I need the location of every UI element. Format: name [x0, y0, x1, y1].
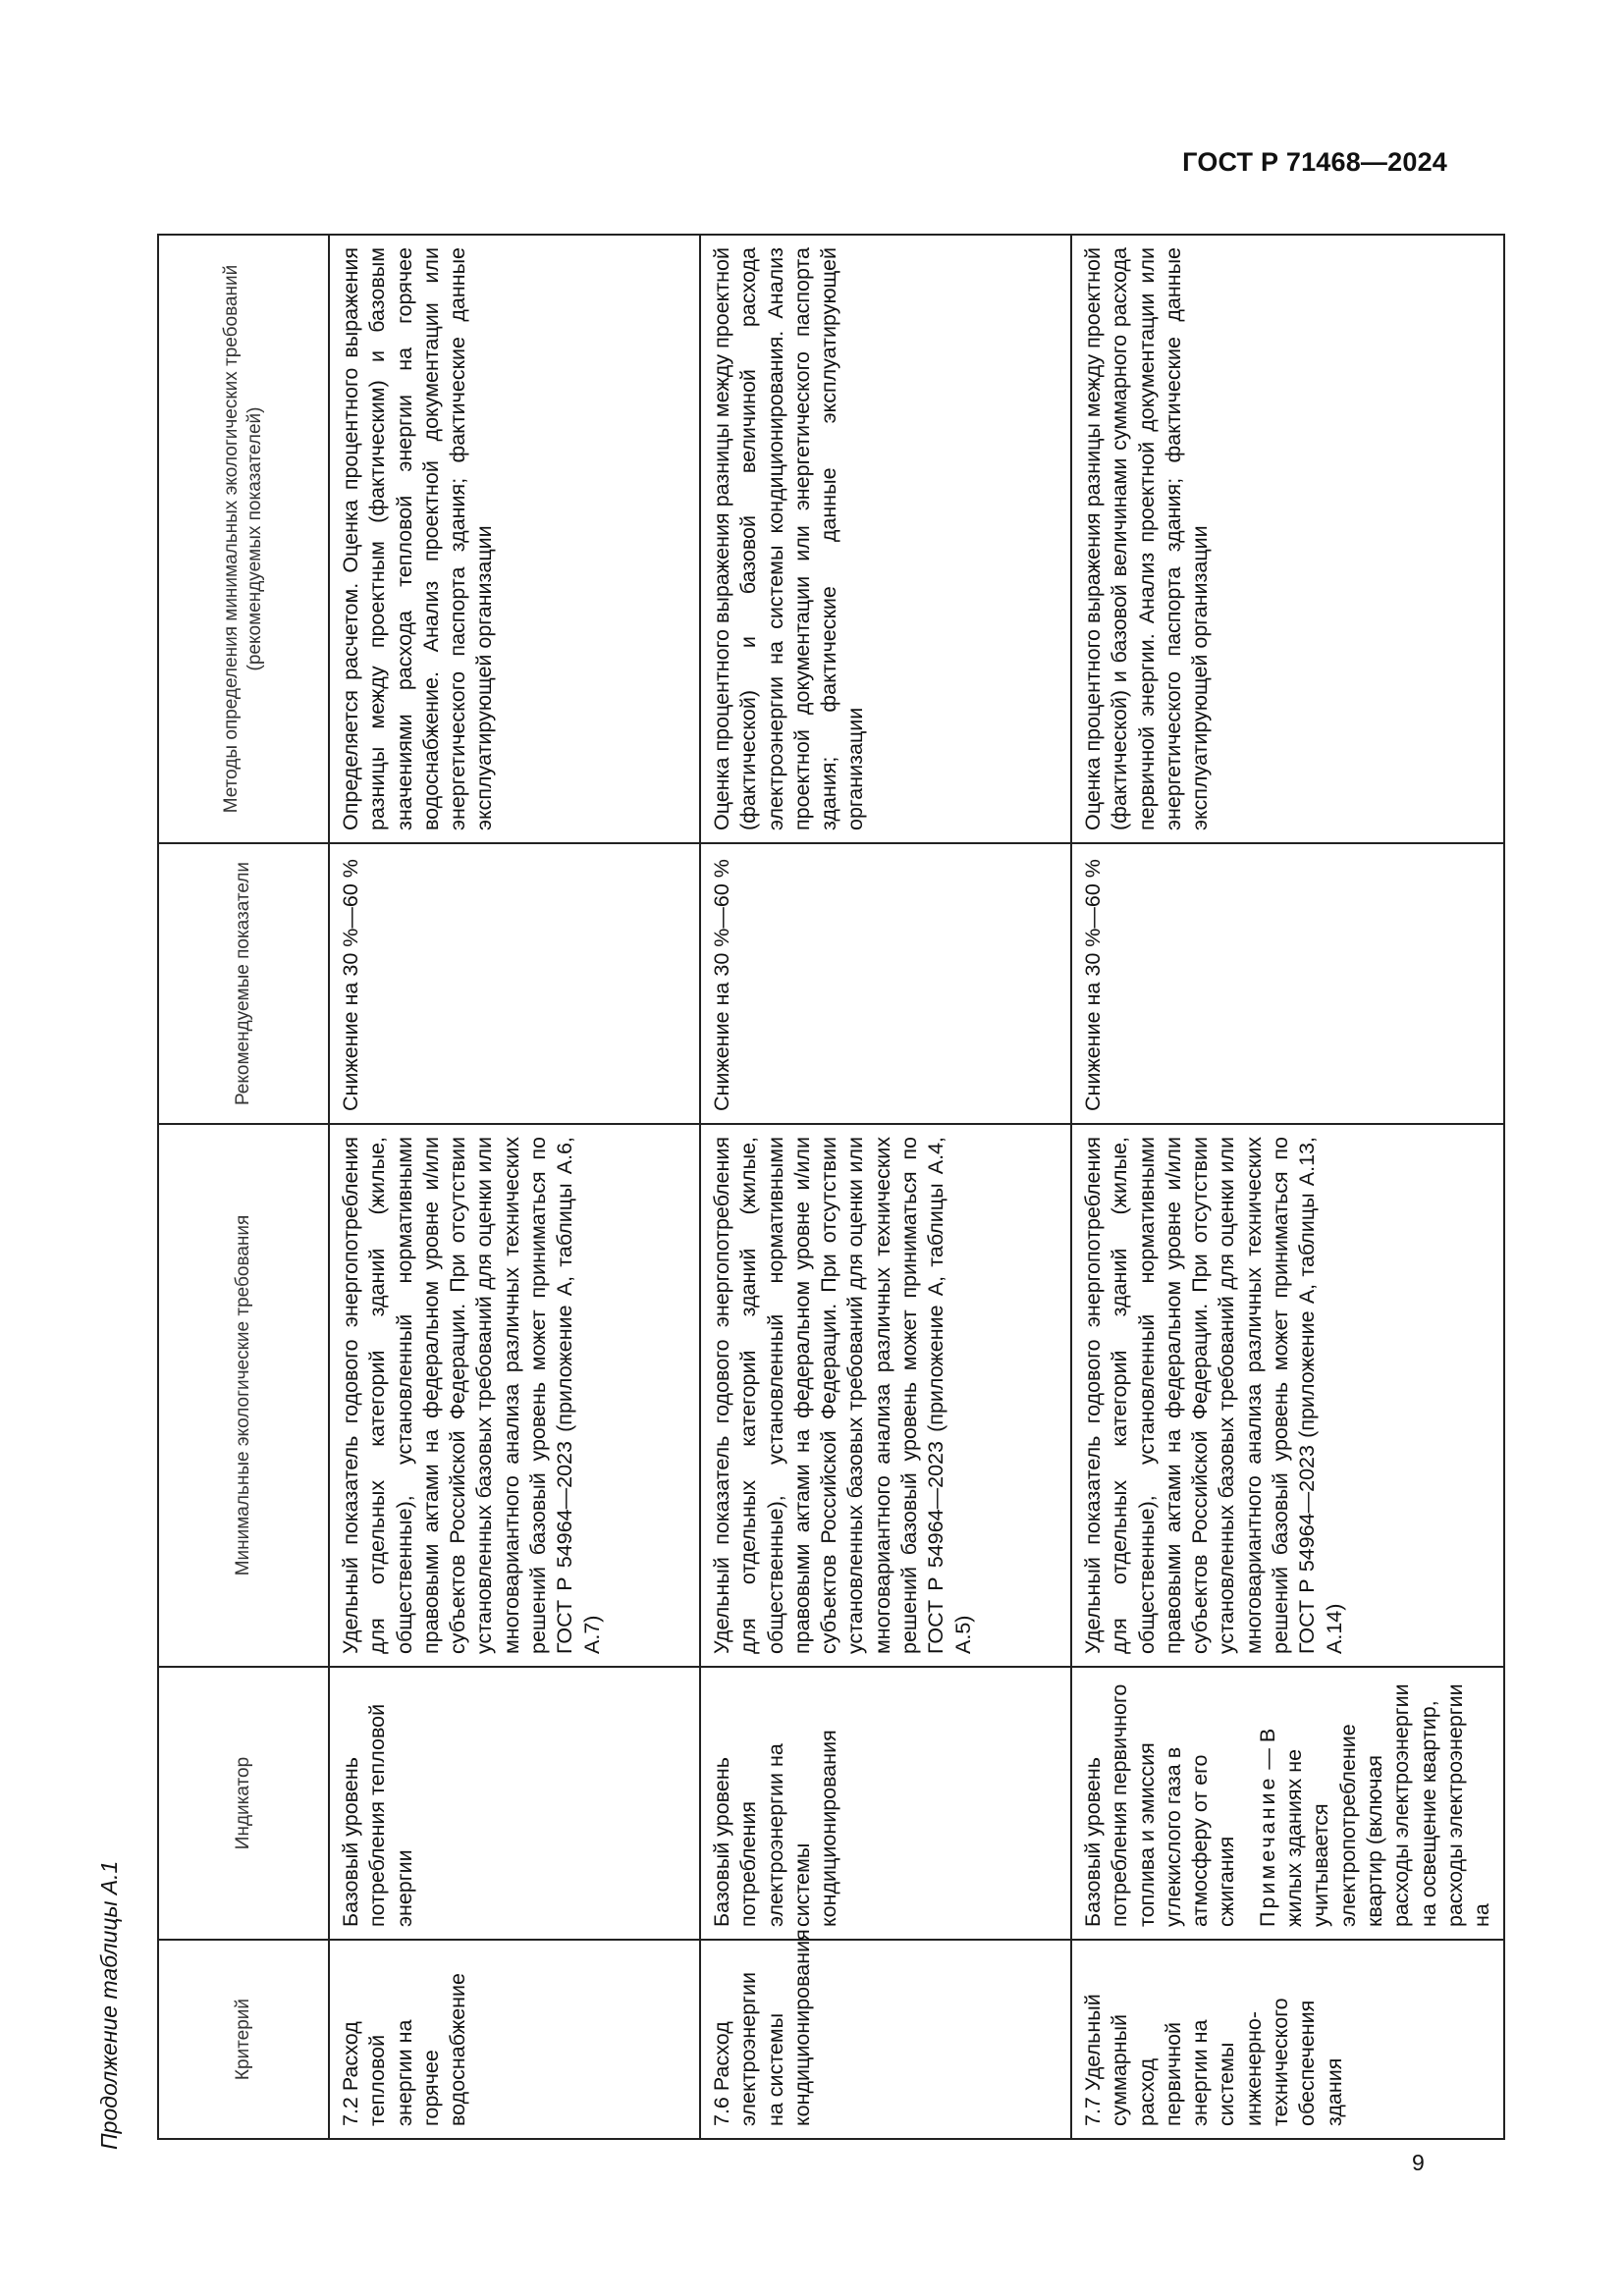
indicator-text: Базовый уровень потребления первичного топлива и эмиссия углекислого газа в атмосферу от его сжигания	[1081, 1683, 1239, 1927]
page-number: 9	[1412, 2150, 1425, 2175]
note-label: Примечание	[1255, 1775, 1279, 1927]
note-text: — В жилых зданиях не учитывается электропотребление квартир (включая расходы электроэнергии на освещение квартир, расходы электроэнергии на	[1255, 1683, 1494, 1927]
methods-cell: Определяется расчетом. Оценка процентного выражения разницы между проектным (фактическим) и базовым значениями расхода тепловой энергии на горячее водоснабжение. Анализ проектной документации или энергетического паспорта здания; фактические данные эксплуатирующей организации	[329, 235, 700, 843]
requirements-cell: Удельный показатель годового энергопотребления для отдельных категорий зданий (жилые, общественные), установленный нормативными правовыми актами на федеральном уровне и/или субъектов Российской Федерации. При отсутствии установленных базовых требований для оценки или многовариантного анализа различных технических решений базовый уровень может приниматься по ГОСТ Р 54964—2023 (приложение А, таблицы А.4, А.5)	[700, 1124, 1071, 1667]
criterion-cell: 7.6 Расход электроэнергии на системы кондиционирования	[700, 1940, 1071, 2139]
table-caption: Продолжение таблицы А.1	[96, 1860, 122, 2150]
criterion-cell: 7.7 Удельный суммарный расход первичной энергии на системы инженерно-технического обеспечения здания	[1071, 1940, 1504, 2139]
document-code: ГОСТ Р 71468—2024	[1182, 147, 1447, 177]
table-row	[329, 235, 700, 2139]
indicator-cell: Базовый уровень потребления тепловой энергии	[329, 1667, 700, 1940]
requirements-table	[157, 234, 1505, 2140]
indicator-cell	[1071, 1667, 1504, 1940]
recommended-cell: Снижение на 30 %—60 %	[1071, 843, 1504, 1124]
table-row	[700, 235, 1071, 2139]
requirements-cell: Удельный показатель годового энергопотребления для отдельных категорий зданий (жилые, общественные), установленный нормативными правовыми актами на федеральном уровне и/или субъектов Российской Федерации. При отсутствии установленных базовых требований для оценки или многовариантного анализа различных технических решений базовый уровень может приниматься по ГОСТ Р 54964—2023 (приложение А, таблицы А.6, А.7)	[329, 1124, 700, 1667]
rotated-table-frame	[157, 236, 1494, 2140]
methods-cell: Оценка процентного выражения разницы между проектной (фактической) и базовой величиной расхода электроэнергии на системы кондиционирования. Анализ проектной документации или энергетического паспорта здания; фактические данные эксплуатирующей организации	[700, 235, 1071, 843]
column-header-requirements: Минимальные экологические требования	[158, 1124, 329, 1667]
requirements-cell: Удельный показатель годового энергопотребления для отдельных категорий зданий (жилые, общественные), установленный нормативными правовыми актами на федеральном уровне и/или субъектов Российской Федерации. При отсутствии установленных базовых требований для оценки или многовариантного анализа различных технических решений базовый уровень может приниматься по ГОСТ Р 54964—2023 (приложение А, таблицы А.13, А.14)	[1071, 1124, 1504, 1667]
column-header-recommended: Рекомендуемые показатели	[158, 843, 329, 1124]
indicator-note	[1255, 1680, 1496, 1927]
column-header-criterion: Критерий	[158, 1940, 329, 2139]
recommended-cell: Снижение на 30 %—60 %	[329, 843, 700, 1124]
column-header-indicator: Индикатор	[158, 1667, 329, 1940]
indicator-cell: Базовый уровень потребления электроэнергии на системы кондиционирования	[700, 1667, 1071, 1940]
methods-cell: Оценка процентного выражения разницы между проектной (фактической) и базовой величинами суммарного расхода первичной энергии. Анализ проектной документации или энергетического паспорта здания; фактические данные эксплуатирующей организации	[1071, 235, 1504, 843]
column-header-methods: Методы определения минимальных экологических требований (рекомендуемых показателей)	[158, 235, 329, 843]
recommended-cell: Снижение на 30 %—60 %	[700, 843, 1071, 1124]
table-row	[1071, 235, 1504, 2139]
table-header-row	[158, 235, 329, 2139]
criterion-cell: 7.2 Расход тепловой энергии на горячее водоснабжение	[329, 1940, 700, 2139]
